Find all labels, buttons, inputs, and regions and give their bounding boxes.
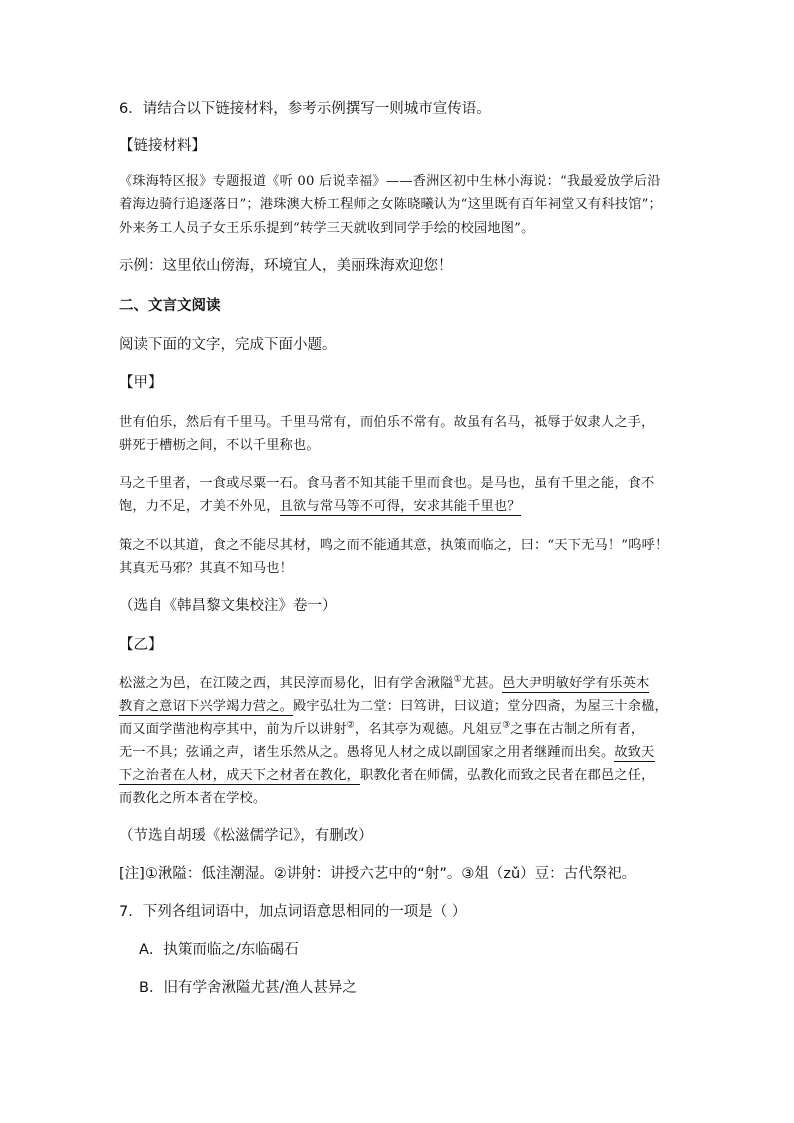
instruction: 阅读下面的文字，完成下面小题。 bbox=[119, 337, 337, 353]
yi-l3-plain2: ，名其亭为观德。凡俎豆 bbox=[354, 722, 503, 737]
yi-l1-plain2: 尤甚。 bbox=[461, 676, 503, 691]
jia-p3-line2: 其真无马邪？其真不知马也！ bbox=[119, 561, 294, 576]
yi-l3-plain3: 之事在古制之所有者， bbox=[510, 722, 645, 737]
q6-title: 6．请结合以下链接材料，参考示例撰写一则城市宣传语。 bbox=[119, 101, 491, 117]
section-heading: 二、文言文阅读 bbox=[119, 298, 221, 314]
jia-source: （选自《韩昌黎文集校注》卷一） bbox=[119, 598, 337, 614]
yi-line4 bbox=[119, 743, 655, 763]
example-text: 示例：这里依山傍海，环境宜人，美丽珠海欢迎您！ bbox=[119, 258, 453, 274]
material-line-3: 外来务工人员子女王乐乐提到“转学三天就收到同学手绘的校园地图”。 bbox=[119, 221, 535, 236]
jia-p3-line1: 策之不以其道，食之不能尽其材，鸣之而不能通其意，执策而临之，曰：“天下无马！”呜呼！ bbox=[119, 538, 669, 553]
material-heading: 【链接材料】 bbox=[119, 138, 206, 154]
jia-p2-underlined: 且欲与常马等不可得，安求其能千里也？ bbox=[279, 499, 521, 514]
q7-title: 7．下列各组词语中，加点词语意思相同的一项是（ ） bbox=[119, 904, 467, 920]
yi-label: 【乙】 bbox=[119, 637, 163, 653]
yi-line3 bbox=[119, 720, 644, 740]
jia-p2-plain: 饱，力不足，才美不外见， bbox=[119, 499, 280, 514]
material-line-1: 《珠海特区报》专题报道《听 00 后说幸福》——香洲区初中生林小海说：“我最爱放学后沿 bbox=[119, 174, 661, 189]
material-line-2: 着海边骑行追逐落日”；港珠澳大桥工程师之女陈晓曦认为“这里既有百年祠堂又有科技馆”； bbox=[119, 197, 662, 212]
note-marker-3: ③ bbox=[502, 720, 511, 731]
q7-option-b: B．旧有学舍湫隘尤甚/渔人甚异之 bbox=[139, 980, 357, 996]
jia-label: 【甲】 bbox=[119, 375, 163, 391]
jia-p1-line2: 骈死于槽枥之间，不以千里称也。 bbox=[119, 438, 320, 453]
jia-p1-line1: 世有伯乐，然后有千里马。千里马常有，而伯乐不常有。故虽有名马，祗辱于奴隶人之手， bbox=[119, 415, 655, 430]
yi-line1 bbox=[119, 674, 649, 694]
yi-l4-underlined: 故致天 bbox=[614, 745, 655, 760]
yi-l1-plain: 松滋之为邑，在江陵之西，其民淳而易化，旧有学舍湫隘 bbox=[119, 676, 454, 691]
yi-l1-underlined: 邑大尹明敏好学有乐英木 bbox=[502, 676, 650, 691]
yi-l4-plain: 无一不具；弦诵之声，诸生乐然从之。愚将见人材之成以副国家之用者继踵而出矣。 bbox=[119, 745, 615, 760]
note-marker-2: ② bbox=[346, 720, 355, 731]
yi-line5 bbox=[119, 766, 655, 786]
jia-p2-line1: 马之千里者，一食或尽粟一石。食马者不知其能千里而食也。是马也，虽有千里之能，食不 bbox=[119, 476, 655, 491]
yi-source: （节选自胡瑗《松滋儒学记》，有删改） bbox=[119, 828, 373, 844]
yi-l2-plain: 殿宇弘壮为二堂：曰笃讲，曰议道；堂分四斋，为屋三十余楹， bbox=[293, 699, 668, 714]
jia-p2-line2 bbox=[119, 497, 521, 517]
q7-option-a: A．执策而临之/东临碣石 bbox=[139, 942, 299, 958]
yi-l3-plain: 而又面学凿池构亭其中，前为斤以讲射 bbox=[119, 722, 347, 737]
yi-line2 bbox=[119, 697, 668, 717]
yi-notes: [注]①湫隘：低洼潮湿。②讲射：讲授六艺中的“射”。③俎（zǔ）豆：古代祭祀。 bbox=[119, 866, 637, 882]
note-marker-1: ① bbox=[453, 674, 462, 685]
yi-l2-underlined: 教育之意诏下兴学竭力营之。 bbox=[119, 699, 294, 714]
yi-l5-plain: 职教化者在师儒，弘教化而致之民者在郡邑之任， bbox=[359, 768, 655, 783]
yi-l5-underlined: 下之治者在人材，成天下之材者在教化， bbox=[119, 768, 360, 783]
yi-line6: 而教化之所本者在学校。 bbox=[119, 791, 267, 806]
